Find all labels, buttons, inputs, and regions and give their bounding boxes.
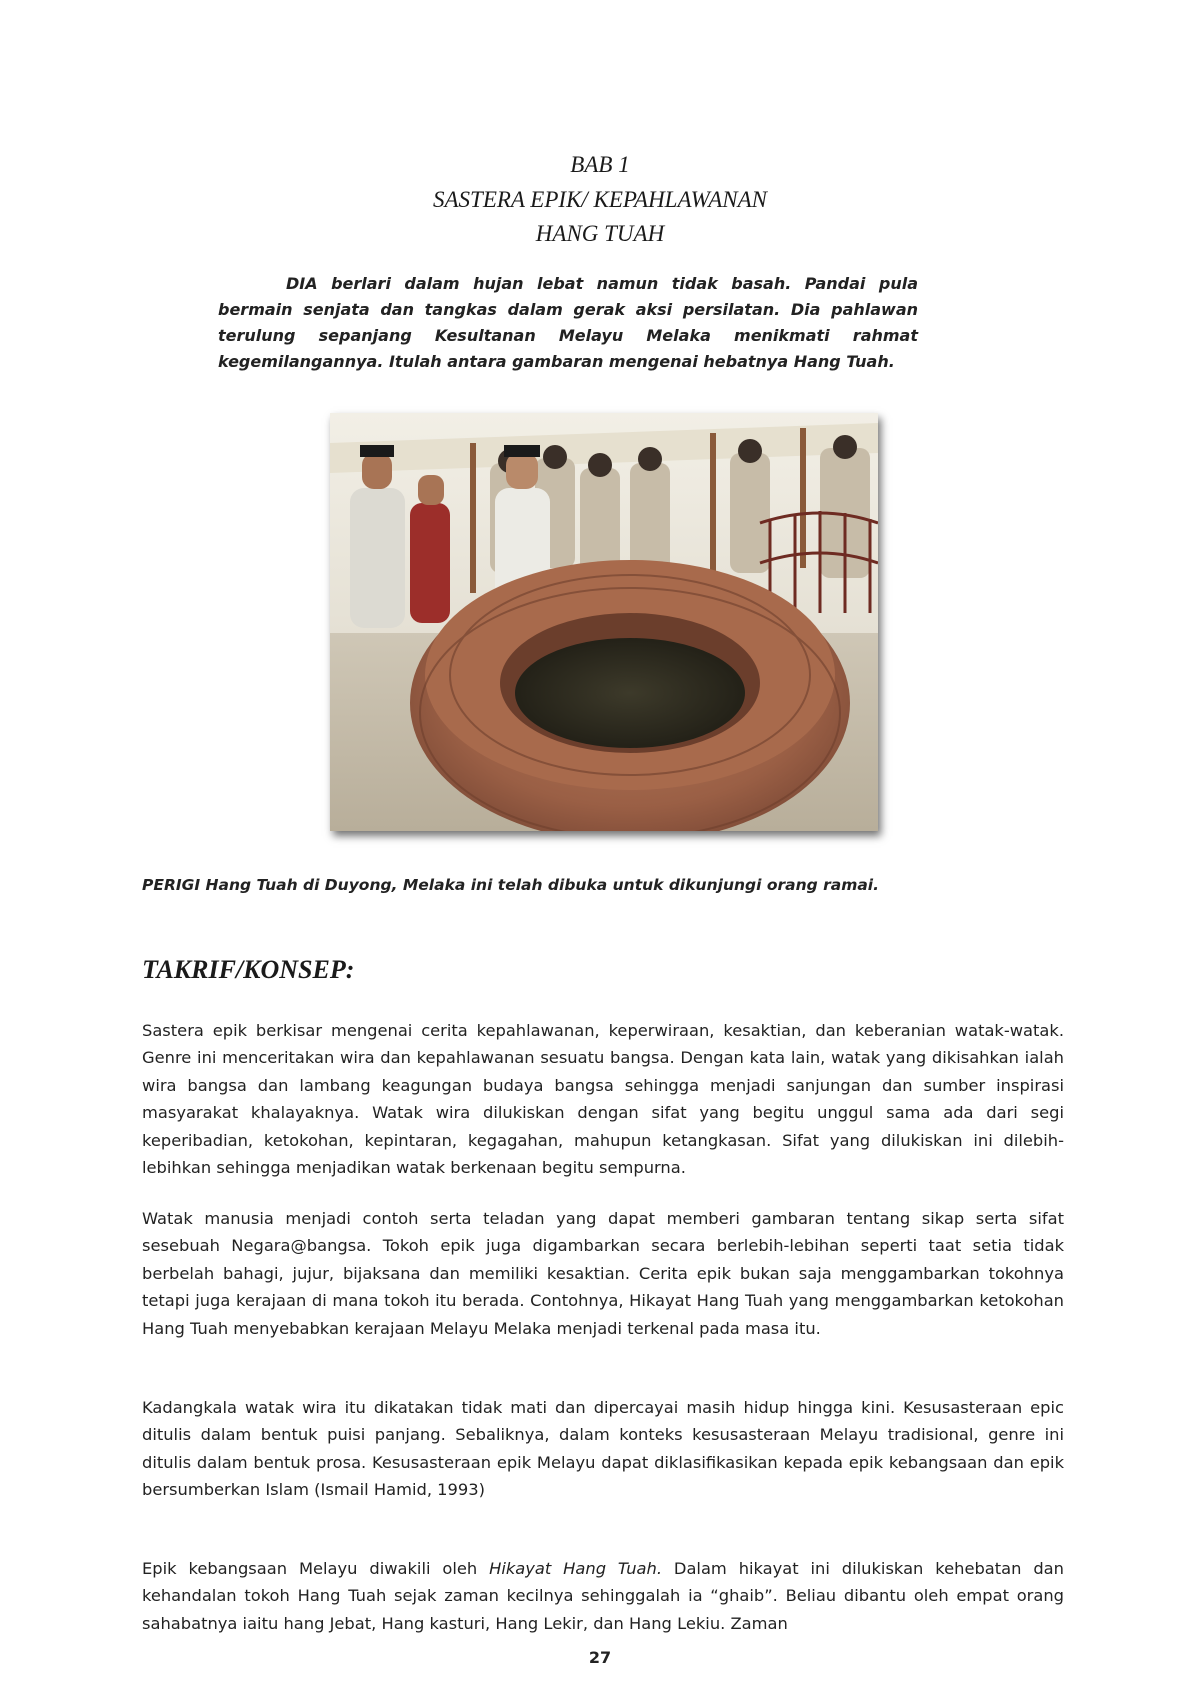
hikayat-title: Hikayat Hang Tuah. xyxy=(489,1559,663,1578)
well-photo xyxy=(330,413,878,831)
paragraph-4-text-start: Epik kebangsaan Melayu diwakili oleh xyxy=(142,1559,490,1578)
chapter-title: SASTERA EPIK/ KEPAHLAWANAN xyxy=(432,187,768,212)
chapter-number: BAB 1 xyxy=(570,152,630,177)
body-paragraph-2: Watak manusia menjadi contoh serta teladan yang dapat memberi gambaran tentang sikap serta sifat sesebuah Negara@bangsa. Tokoh epik juga digambarkan secara berlebih-lebihan seperti taat setia tidak berbelah bahagi, jujur, bijaksana dan memiliki kesaktian. Cerita epik bukan saja menggambarkan tokohnya tetapi juga kerajaan di mana tokoh itu berada. Contohnya, Hikayat Hang Tuah yang menggambarkan ketokohan Hang Tuah menyebabkan kerajaan Melayu Melaka menjadi terkenal pada masa itu. xyxy=(142,1209,1064,1338)
page-number: 27 xyxy=(588,1648,612,1667)
lead-paragraph: DIA berlari dalam hujan lebat namun tidak basah. Pandai pula bermain senjata dan tangkas dalam gerak aksi persilatan. Dia pahlawan terulung sepanjang Kesultanan Melayu Melaka menikmati rahmat kegemilangannya. Itulah antara gambaran mengenai hebatnya Hang Tuah. xyxy=(218,274,918,371)
body-paragraph-3: Kadangkala watak wira itu dikatakan tidak mati dan dipercayai masih hidup hingga kini. Kesusasteraan epic ditulis dalam bentuk puisi panjang. Sebaliknya, dalam konteks kesusasteraan Melayu tradisional, genre ini ditulis dalam bentuk prosa. Kesusasteraan epik Melayu dapat diklasifikasikan kepada epik kebangsaan dan epik bersumberkan Islam (Ismail Hamid, 1993) xyxy=(142,1398,1064,1500)
chapter-subtitle: HANG TUAH xyxy=(535,221,665,246)
paragraph-4-text-end: Dalam hikayat ini dilukiskan kehebatan dan kehandalan tokoh Hang Tuah sejak zaman kecilnya sehinggalah ia “ghaib”. Beliau dibantu oleh empat orang sahabatnya iaitu hang Jebat, Hang kasturi, Hang Lekir, dan Hang Lekiu. Zaman xyxy=(142,1559,1064,1633)
body-paragraph-4 xyxy=(142,1555,1064,1637)
photo-caption: PERIGI Hang Tuah di Duyong, Melaka ini telah dibuka untuk dikunjungi orang ramai. xyxy=(142,876,880,894)
section-heading: TAKRIF/KONSEP: xyxy=(142,955,355,984)
body-paragraph-1: Sastera epik berkisar mengenai cerita kepahlawanan, keperwiraan, kesaktian, dan keberanian watak-watak. Genre ini menceritakan wira dan kepahlawanan sesuatu bangsa. Dengan kata lain, watak yang dikisahkan ialah wira bangsa dan lambang keagungan budaya bangsa sehingga menjadi sanjungan dan sumber inspirasi masyarakat khalayaknya. Watak wira dilukiskan dengan sifat yang begitu unggul sama ada dari segi keperibadian, ketokohan, kepintaran, kegagahan, mahupun ketangkasan. Sifat yang dilukiskan ini dilebih-lebihkan sehingga menjadikan watak berkenaan begitu sempurna. xyxy=(142,1021,1064,1178)
